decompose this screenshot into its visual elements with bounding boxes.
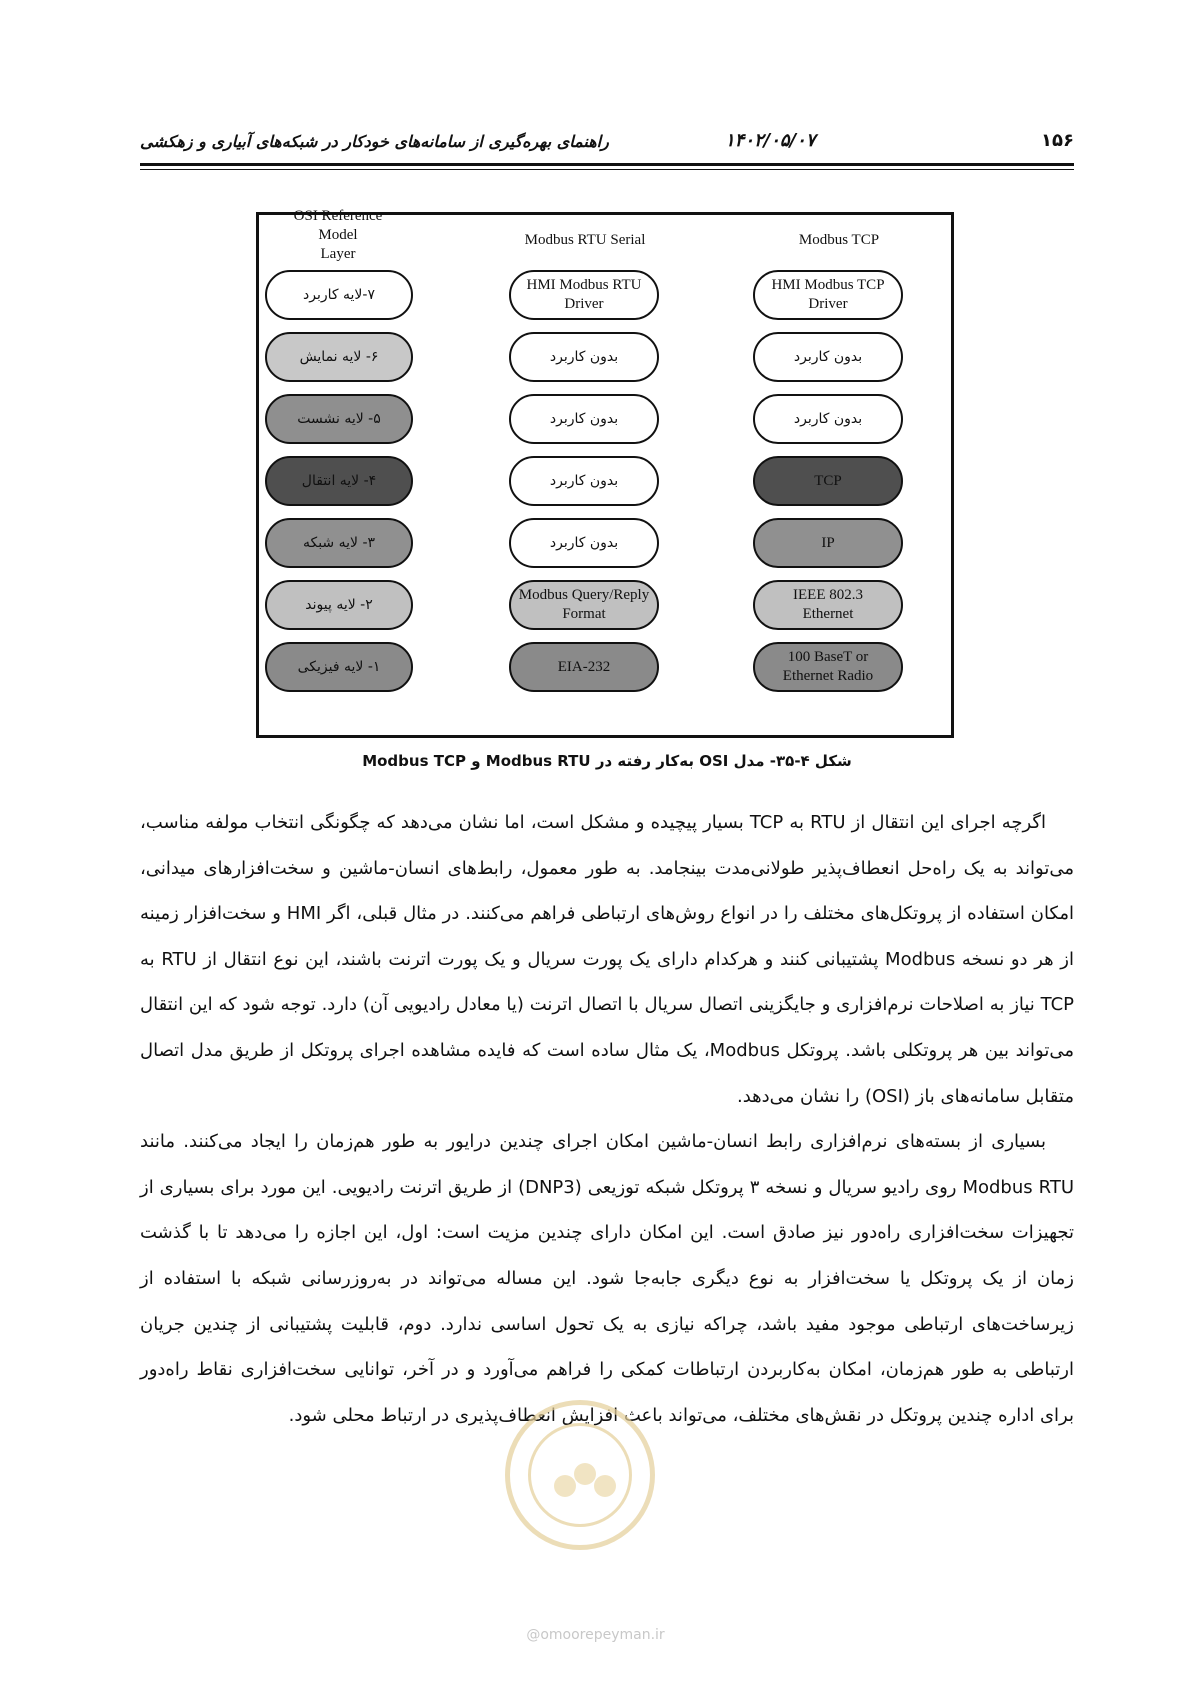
osi-layer-box	[265, 270, 413, 320]
header-title: راهنمای بهره‌گیری از سامانه‌های خودکار در شبکه‌های آبیاری و زهکشی	[140, 132, 609, 151]
layer-label	[788, 410, 868, 429]
watermark-dot	[554, 1475, 576, 1497]
tcp-layer-box	[753, 270, 903, 320]
layer-label-line: IP	[821, 534, 835, 551]
heading-line: Modbus TCP	[798, 232, 880, 248]
layer-label-line: بدون کاربرد	[549, 348, 619, 365]
layer-label	[291, 410, 387, 429]
header-rule-thin	[140, 169, 1074, 170]
body-text	[140, 800, 1074, 1438]
heading-line: Model	[318, 227, 358, 243]
rtu-layer-box	[509, 518, 659, 568]
layer-label	[296, 472, 382, 491]
tcp-layer-box	[753, 332, 903, 382]
osi-modbus-figure	[256, 208, 954, 738]
tcp-layer-box	[753, 456, 903, 506]
layer-label	[765, 276, 890, 314]
header-date: ۱۴۰۲/۰۵/۰۷	[725, 130, 816, 151]
rtu-layer-box	[509, 332, 659, 382]
layer-label	[815, 534, 840, 553]
layer-label	[297, 534, 381, 553]
layer-label	[292, 658, 387, 677]
osi-layer-box	[265, 332, 413, 382]
paragraph: بسیاری از بسته‌های نرم‌افزاری رابط انسان-ماشین امکان اجرای چندین درایور به طور هم‌زمان را ایجاد می‌کنند. مانند Modbus RTU روی رادیو سریال و نسخه ۳ پروتکل شبکه توزیعی (DNP3) از طریق اترنت رادیویی. این مورد برای بسیاری از تجهیزات سخت‌افزاری راه‌دور نیز صادق است. این امکان دارای چندین مزیت است: اول، این اجازه را می‌دهد تا با گذشت زمان از یک پروتکل یا سخت‌افزار به نوع دیگری جابه‌جا شود. این مساله می‌تواند در به‌روزرسانی شبکه با استفاده از زیرساخت‌های ارتباطی موجود مفید باشد، چراکه نیازی به یک تحول اساسی ندارد. دوم، قابلیت پشتیبانی از چندین جریان ارتباطی به طور هم‌زمان، امکان به‌کاربردن ارتباطات کمکی را فراهم می‌آورد و در آخر، توانایی سخت‌افزاری نقاط راه‌دور برای اداره چندین پروتکل در نقش‌های مختلف، می‌تواند باعث افزایش انعطاف‌پذیری در ارتباط محلی شود.	[140, 1131, 1074, 1426]
osi-layer-box	[265, 394, 413, 444]
running-header	[140, 128, 1074, 156]
watermark-dot	[574, 1463, 596, 1485]
layer-label	[544, 472, 624, 491]
layer-label-line: Modbus Query/Reply	[518, 587, 650, 603]
column-heading-osi	[273, 207, 403, 264]
layer-label-line: ۵- لایه نشست	[297, 410, 381, 427]
layer-label-line: بدون کاربرد	[549, 472, 619, 489]
layer-label-line: HMI Modbus TCP	[771, 277, 885, 293]
layer-label	[513, 586, 655, 624]
layer-label-line: TCP	[814, 472, 842, 489]
layer-label-line: Ethernet	[802, 606, 854, 622]
layer-label-line: 100 BaseT or	[787, 649, 869, 665]
layer-label	[299, 596, 378, 615]
osi-layer-box	[265, 642, 413, 692]
column-heading-tcp	[749, 231, 929, 250]
layer-label	[552, 658, 617, 677]
rtu-layer-box	[509, 270, 659, 320]
header-rule-thick	[140, 163, 1074, 166]
page-number: ۱۵۶	[1041, 130, 1074, 151]
heading-line: Modbus RTU Serial	[524, 232, 646, 248]
tcp-layer-box	[753, 394, 903, 444]
layer-label-line: بدون کاربرد	[793, 410, 863, 427]
rtu-layer-box	[509, 642, 659, 692]
layer-label-line: Driver	[808, 296, 848, 312]
layer-label-line: بدون کاربرد	[549, 410, 619, 427]
rtu-layer-box	[509, 456, 659, 506]
layer-label	[788, 348, 868, 367]
rtu-layer-box	[509, 580, 659, 630]
osi-layer-box	[265, 580, 413, 630]
tcp-layer-box	[753, 642, 903, 692]
layer-label-line: ۱- لایه فیزیکی	[297, 658, 381, 675]
layer-label-line: ۴- لایه انتقال	[301, 472, 377, 489]
layer-label-line: ۳- لایه شبکه	[302, 534, 376, 551]
layer-label	[544, 348, 624, 367]
column-heading-rtu	[495, 231, 675, 250]
layer-label-line: ۶- لایه نمایش	[299, 348, 379, 365]
layer-label	[808, 472, 848, 491]
layer-label	[521, 276, 648, 314]
paragraph: اگرچه اجرای این انتقال از RTU به TCP بسیار پیچیده و مشکل است، اما نشان می‌دهد که چگونگی انتخاب مولفه مناسب، می‌تواند به یک راه‌حل انعطاف‌پذیر طولانی‌مدت بینجامد. به طور معمول، رابط‌های انسان-ماشین و سخت‌افزارهای میدانی، امکان استفاده از پروتکل‌های مختلف را در انواع روش‌های ارتباطی فراهم می‌کنند. در مثال قبلی، اگر HMI و سخت‌افزار زمینه از هر دو نسخه Modbus پشتیبانی کنند و هرکدام دارای یک پورت سریال و یک پورت اترنت باشند، این نوع انتقال از RTU به TCP نیاز به اصلاحات نرم‌افزاری و جایگزینی اتصال سریال با اتصال اترنت (یا معادل رادیویی آن) دارد. توجه شود که این انتقال می‌تواند بین هر پروتکلی باشد. پروتکل Modbus، یک مثال ساده است که فایده مشاهده اجرای پروتکل از طریق مدل اتصال متقابل سامانه‌های باز (OSI) را نشان می‌دهد.	[140, 812, 1075, 1107]
watermark-url: @omoorepeyman.ir	[526, 1627, 665, 1643]
layer-label-line: HMI Modbus RTU	[526, 277, 642, 293]
figure-caption: شکل ۴-۳۵- مدل OSI به‌کار رفته در Modbus RTU و Modbus TCP	[362, 752, 852, 770]
layer-label-line: ۷-لایه کاربرد	[303, 286, 375, 303]
layer-label-line: ۲- لایه پیوند	[305, 596, 373, 613]
watermark-logo	[505, 1400, 655, 1550]
layer-label-line: بدون کاربرد	[793, 348, 863, 365]
layer-label-line: IEEE 802.3	[793, 587, 863, 603]
layer-label-line: Format	[562, 606, 606, 622]
layer-label	[544, 534, 624, 553]
layer-label-line: EIA-232	[557, 658, 611, 675]
layer-label-line: بدون کاربرد	[549, 534, 619, 551]
layer-label-line: Ethernet Radio	[782, 668, 874, 684]
osi-layer-box	[265, 456, 413, 506]
layer-label-line: Driver	[564, 296, 604, 312]
layer-label	[787, 586, 869, 624]
layer-label	[297, 286, 381, 305]
osi-layer-box	[265, 518, 413, 568]
layer-label	[777, 648, 879, 686]
watermark-dot	[594, 1475, 616, 1497]
layer-label	[294, 348, 385, 367]
layer-label	[544, 410, 624, 429]
heading-line: Layer	[320, 246, 356, 262]
heading-line: OSI Reference	[293, 208, 383, 224]
rtu-layer-box	[509, 394, 659, 444]
tcp-layer-box	[753, 518, 903, 568]
tcp-layer-box	[753, 580, 903, 630]
